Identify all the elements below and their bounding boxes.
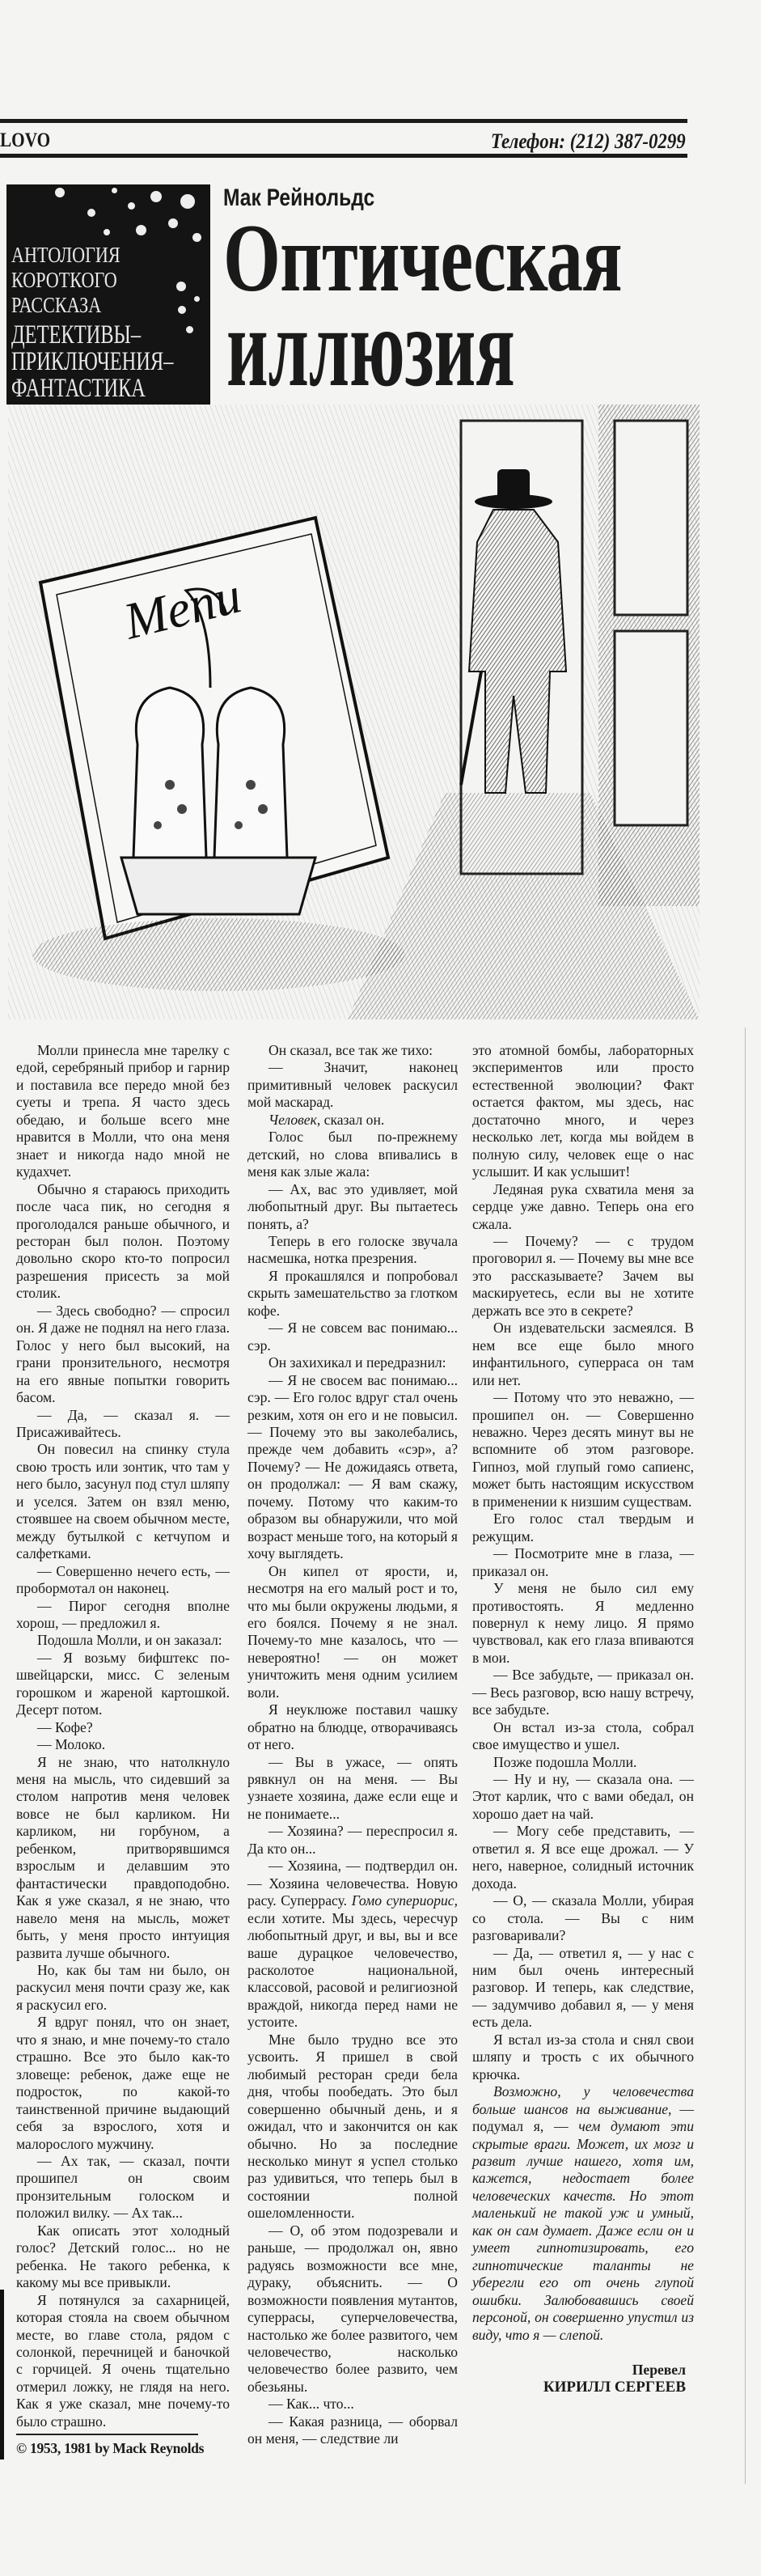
story-paragraph — [472, 1580, 694, 1667]
text-run: Я неуклюже поставил чашку обратно на блюдце, отворачиваясь от него. — [247, 1701, 458, 1753]
rubric-genre: ПРИКЛЮЧЕНИЯ– — [11, 347, 174, 376]
text-run: — Да, — сказал я. — Присаживайтесь. — [16, 1406, 230, 1440]
text-run: , сказал он. — [316, 1111, 385, 1128]
text-run: — Ну и ну, — сказала она. — Этот карлик, что с вами обедал, он хорошо дает на чай. — [472, 1771, 694, 1822]
text-run: Я встал из-за стола и снял свои шляпу и трость с их обычного крючка. — [472, 2031, 694, 2082]
story-paragraph — [16, 2153, 230, 2222]
window-pane — [615, 421, 687, 615]
story-paragraph — [247, 1268, 458, 1320]
story-paragraph — [16, 1736, 230, 1753]
text-run: Он захихикал и передразнил: — [268, 1354, 446, 1371]
star-dot — [150, 191, 162, 202]
story-paragraph — [472, 1510, 694, 1545]
story-paragraph — [16, 1962, 230, 2014]
rubric-genre: ФАНТАСТИКА — [11, 374, 146, 403]
text-run: Он кипел от ярости, и, несмотря на его малый рост и то, что мы были окружены людьми, я его боялся. Почему я не знал. Почему-то мне казалось, что — невероятно! — он может уничтожить меня одним усилием воли. — [247, 1562, 458, 1701]
copyright-rule — [16, 2434, 198, 2435]
story-paragraph — [472, 1181, 694, 1233]
text-run: если хотите. Мы здесь, чересчур любопытный друг, и вы, вы и все ваше дурацкое человечество, расколотое национальной, классовой, расовой и религиозной враждой, никогда перед нами не устоите. — [247, 1909, 458, 2031]
story-paragraph — [16, 2292, 230, 2431]
text-run: — Кофе? — [37, 1718, 93, 1735]
star-dot — [194, 296, 200, 302]
text-run: — О, — сказала Молли, убирая со стола. — Вы с ним разговаривали? — [472, 1892, 694, 1944]
header-phone: Телефон: (212) 387-0299 — [491, 129, 686, 153]
text-run: Мне было трудно все это усвоить. Я пришел в свой любимый ресторан среди бела дня, чтобы пообедать. Это был совершенно обычный день, и я ожидал, что и закончится он как обычно. Но за последние несколько минут я успел столько раз удивиться, что теперь был в состоянии полной ошеломленности. — [247, 2031, 458, 2222]
story-paragraph — [247, 1354, 458, 1371]
star-dot — [128, 202, 135, 210]
text-run: — Какая разница, — оборвал он меня, — следствие ли — [247, 2413, 458, 2447]
copyright-notice: © 1953, 1981 by Mack Reynolds — [16, 2440, 205, 2457]
story-paragraph — [472, 1754, 694, 1771]
story-paragraph — [247, 1823, 458, 1858]
text-run: — Почему? — с трудом проговорил я. — Почему вы мне все это рассказываете? Зачем вы маскируетесь, если вы не хотите держать все это в секрете? — [472, 1232, 694, 1319]
story-paragraph — [472, 1320, 694, 1389]
text-run: Я вдруг понял, что он знает, что я знаю, и мне почему-то стало страшно. Все это было как-то зловеще: ребенок, даже еще не подросток, по какой-то таинственной причине выдающий себя за взрослого, хотя и малорослого мужчину. — [16, 2014, 230, 2152]
text-run: Он издевательски засмеялся. В нем все еще было много инфантильного, суперраса он там или нет. — [472, 1320, 694, 1388]
story-paragraph — [472, 1233, 694, 1320]
story-paragraph — [247, 1112, 458, 1129]
text-run: — Посмотрите мне в глаза, — приказал он. — [472, 1545, 694, 1579]
text-run: Я прокашлялся и попробовал скрыть замешательство за глотком кофе. — [247, 1267, 458, 1319]
text-run: — Все забудьте, — приказал он. — Весь разговор, всю нашу встречу, все забудьте. — [472, 1667, 694, 1718]
star-dot — [87, 209, 95, 217]
story-paragraph — [472, 2032, 694, 2083]
rubric-line: РАССКАЗА — [11, 293, 102, 317]
star-dot — [176, 282, 186, 291]
story-paragraph — [247, 2222, 458, 2396]
text-run: — Я не совсем вас понимаю... сэр. — [247, 1320, 458, 1354]
text-run: — Как... что... — [268, 2396, 354, 2413]
story-paragraph — [16, 1754, 230, 1962]
story-paragraph — [16, 2014, 230, 2153]
text-run: — Потому что это неважно, — прошипел он. — Совершенно неважно. Через десять минут вы не вспомните об этом разговоре. Гипноз, мой глупый гомо сапиенс, может быть настоящим искусством в применении к низшим существам. — [472, 1389, 694, 1510]
story-paragraph — [247, 1372, 458, 1563]
text-run: Он сказал, все так же тихо: — [268, 1042, 433, 1058]
story-paragraph — [16, 1563, 230, 1598]
text-run: — Ах так, — сказал, почти прошипел он своим пронзительным голоском и положил вилку. — Ах так... — [16, 2153, 230, 2222]
menu-lettering: Menu — [118, 566, 247, 650]
star-dot — [178, 306, 186, 314]
story-paragraph — [247, 2413, 458, 2448]
story-paragraph — [472, 1667, 694, 1718]
story-paragraph — [247, 1233, 458, 1268]
story-paragraph — [472, 1719, 694, 1754]
text-run: — Пирог сегодня вполне хорош, — предложил я. — [16, 1597, 230, 1631]
page-border — [745, 1027, 746, 2484]
story-paragraph — [472, 1771, 694, 1823]
article-title-line-1: Оптическая — [223, 204, 622, 311]
text-run: Я потянулся за сахарницей, которая стояла на своем обычном месте, во главе стола, рядом с солонкой, перечницей и баночкой с горчицей. Я очень тщательно отмерил ложку, не глядя на него. Как я уже сказал, мне почему-то было страшно. — [16, 2291, 230, 2430]
italic-text-run: чем думают эти скрытые враги. Может, их мозг и развит лучше нашего, хотя им, кажется, недостает более человеческих качеств. Но этот маленький не такой уж и умный, как он сам думает. Даже если он и умеет гипнотизировать, его гипнотические таланты не уберегли его от очень глупой ошибки. Залюбовавшись своей персоной, он совершенно упустил из виду, что я — слепой. — [472, 2118, 694, 2343]
article-author: Мак Рейнольдс — [223, 184, 375, 211]
publication-name-fragment: LOVO — [0, 129, 51, 151]
text-run: — Здесь свободно? — спросил он. Я даже не поднял на него глаза. Голос у него был высокий, на грани пронзительного, несмотря на его явные попытки говорить басом. — [16, 1302, 230, 1406]
story-paragraph — [472, 1823, 694, 1892]
story-paragraph — [247, 1059, 458, 1111]
rubric-box — [6, 184, 210, 405]
translator-name: КИРИЛЛ СЕРГЕЕВ — [543, 2379, 686, 2396]
translator-label: Перевел — [632, 2361, 686, 2378]
story-paragraph — [472, 1945, 694, 2032]
text-run: Обычно я стараюсь приходить после часа пик, но сегодня я проголодался раньше обычного, и ресторан был полон. Поэтому довольно скоро кто-то попросил разрешения присесть за мой столик. — [16, 1180, 230, 1302]
text-run: — Ах, вас это удивляет, мой любопытный друг. Вы пытаетесь понять, а? — [247, 1180, 458, 1232]
story-paragraph — [247, 1129, 458, 1180]
text-run: это атомной бомбы, лабораторных экспериментов или просто естественной эволюции? Факт остается фактом, мы здесь, нас достаточно много, и через несколько лет, когда мы войдем в полную силу, человек еще о нас услышит. И как услышит! — [472, 1042, 694, 1180]
rubric-genre: ДЕТЕКТИВЫ– — [11, 320, 142, 350]
star-dot — [192, 233, 201, 242]
article-title-line-2: иллюзия — [226, 285, 515, 410]
header-top-rule — [0, 119, 687, 123]
story-paragraph — [16, 1042, 230, 1181]
text-run: — Я возьму бифштекс по-швейцарски, мисс. С зеленым горошком и жареной картошкой. Десерт потом. — [16, 1649, 230, 1718]
story-paragraph — [247, 1754, 458, 1824]
text-run: Его голос стал твердым и режущим. — [472, 1510, 694, 1544]
story-paragraph — [16, 1719, 230, 1736]
text-run: Теперь в его голоске звучала насмешка, нотка презрения. — [247, 1232, 458, 1267]
star-dot — [186, 326, 193, 333]
story-illustration — [8, 405, 700, 1019]
story-paragraph — [472, 1389, 694, 1510]
header-bottom-rule — [0, 154, 687, 158]
rubric-line: АНТОЛОГИЯ — [11, 243, 120, 267]
story-paragraph — [247, 2396, 458, 2413]
text-run: Я не знаю, что натолкнуло меня на мысль, что сидевший за столом напротив меня человек вовсе не был карликом. Ни карликом, ни горбуном, а ребенком, притворявшимся взрослым и делавшим это фантастически правдоподобно. Как я уже сказал, я не знаю, что навело меня на мысль, может быть, у меня просто интуиция развита лучше обычного. — [16, 1753, 230, 1961]
star-dot — [104, 229, 110, 235]
text-run: Молли принесла мне тарелку с едой, серебряный прибор и гарнир и поставила все передо мной без суеты и трепа. Я часто здесь обедаю, и больше всего мне нравится в Молли, что она меня знает и никогда надо мной не кудахчет. — [16, 1042, 230, 1180]
text-run: Ледяная рука схватила меня за сердце уже давно. Теперь она его сжала. — [472, 1180, 694, 1232]
text-run: Как описать этот холодный голос? Детский голос... но не ребенка. Не такого ребенка, к какому мы все привыкли. — [16, 2222, 230, 2291]
story-paragraph — [16, 1181, 230, 1303]
story-paragraph — [16, 1632, 230, 1649]
text-run: — Могу себе представить, — ответил я. Я все еще дрожал. — У него, наверное, солидный источник дохода. — [472, 1823, 694, 1892]
text-run: — Вы в ужасе, — опять рявкнул он на меня. — Вы узнаете хозяина, даже если еще и не понимаете... — [247, 1753, 458, 1822]
italic-text-run: Гомо супериорис, — [351, 1892, 458, 1909]
story-paragraph — [247, 1042, 458, 1059]
story-paragraph — [472, 1892, 694, 1944]
text-run: Позже подошла Молли. — [493, 1753, 637, 1770]
text-run: — Хозяина, — подтвердил он. — Хозяина человечества. Новую расу. Суперрасу. — [247, 1858, 458, 1909]
rubric-line: КОРОТКОГО — [11, 268, 117, 292]
text-run: — Молоко. — [37, 1736, 106, 1753]
text-run: Подошла Молли, и он заказал: — [37, 1632, 222, 1649]
story-paragraph — [247, 2032, 458, 2222]
table-shadow — [32, 918, 404, 991]
text-run: Но, как бы там ни было, он раскусил меня почти сразу же, как я раскусил его. — [16, 1962, 230, 2013]
story-paragraph — [247, 1701, 458, 1753]
star-dot — [55, 188, 65, 197]
star-dot — [180, 194, 195, 209]
window-pane — [615, 631, 687, 825]
text-column-2 — [247, 1042, 458, 2448]
text-run: Он повесил на спинку стула свою трость или зонтик, что там у него было, засунул под стул шляпу и уселся. Затем он взял меню, стоявшее на своем обычном месте, между бутылкой с кетчупом и салфетками. — [16, 1441, 230, 1562]
text-run: — Да, — ответил я, — у нас с ним был очень интересный разговор. И теперь, как следствие, — задумчиво добавил я, — у меня есть дела. — [472, 1944, 694, 2031]
text-run: Он встал из-за стола, собрал свое имущество и ушел. — [472, 1718, 694, 1753]
story-paragraph — [16, 1441, 230, 1562]
story-paragraph — [16, 2222, 230, 2292]
story-paragraph — [472, 1042, 694, 1181]
story-paragraph — [16, 1407, 230, 1442]
star-dot — [168, 218, 178, 228]
text-run: — Значит, наконец примитивный человек раскусил мой маскарад. — [247, 1059, 458, 1111]
story-paragraph — [16, 1650, 230, 1719]
story-paragraph — [472, 1545, 694, 1580]
italic-text-run: Возможно, у человечества больше шансов на выживание, — [472, 2083, 694, 2117]
story-paragraph — [247, 1181, 458, 1233]
translator-credit — [472, 2362, 694, 2396]
text-run: — подумал я, — — [472, 2100, 694, 2135]
text-run: — Совершенно нечего есть, — пробормотал он наконец. — [16, 1562, 230, 1597]
italic-text-run: Человек — [268, 1111, 317, 1128]
text-run: У меня не было сил ему противостоять. Я медленно повернул к нему лицо. Я прямо чувствовал, как его глаза впиваются в мои. — [472, 1580, 694, 1666]
text-run: — Я не свосем вас понимаю... сэр. — Его голос вдруг стал очень резким, хотя он его и не повысил. — Почему это вы заколебались, прежде чем добавить «сэр», а? Почему? — Не дожидаясь ответа, он продолжал: — Я вам скажу, почему. Потому что каким-то образом вы обнаружили, что мой возраст меньше того, на который я хочу выглядеть. — [247, 1371, 458, 1562]
text-run: — Хозяина? — переспросил я. Да кто он... — [247, 1823, 458, 1857]
story-paragraph — [16, 1303, 230, 1407]
story-paragraph — [16, 1598, 230, 1633]
text-column-1 — [16, 1042, 230, 2458]
star-dot — [136, 225, 146, 235]
story-paragraph — [472, 2083, 694, 2344]
scan-edge-mark — [0, 2290, 4, 2459]
story-paragraph — [247, 1858, 458, 2032]
star-dot — [112, 188, 117, 193]
text-column-3 — [472, 1042, 694, 2396]
text-run: Голос был по-прежнему детский, но слова впивались в меня как злые жала: — [247, 1129, 458, 1180]
text-run: — О, об этом подозревали и раньше, — продолжал он, явно радуясь возможности все мне, дураку, объяснить. — О возможности появления мутантов, суперрасы, суперчеловечества, настолько же более развитого, чем человечество, насколько человечество более развито, чем обезьяны. — [247, 2222, 458, 2395]
story-paragraph — [247, 1563, 458, 1702]
story-paragraph — [247, 1320, 458, 1354]
